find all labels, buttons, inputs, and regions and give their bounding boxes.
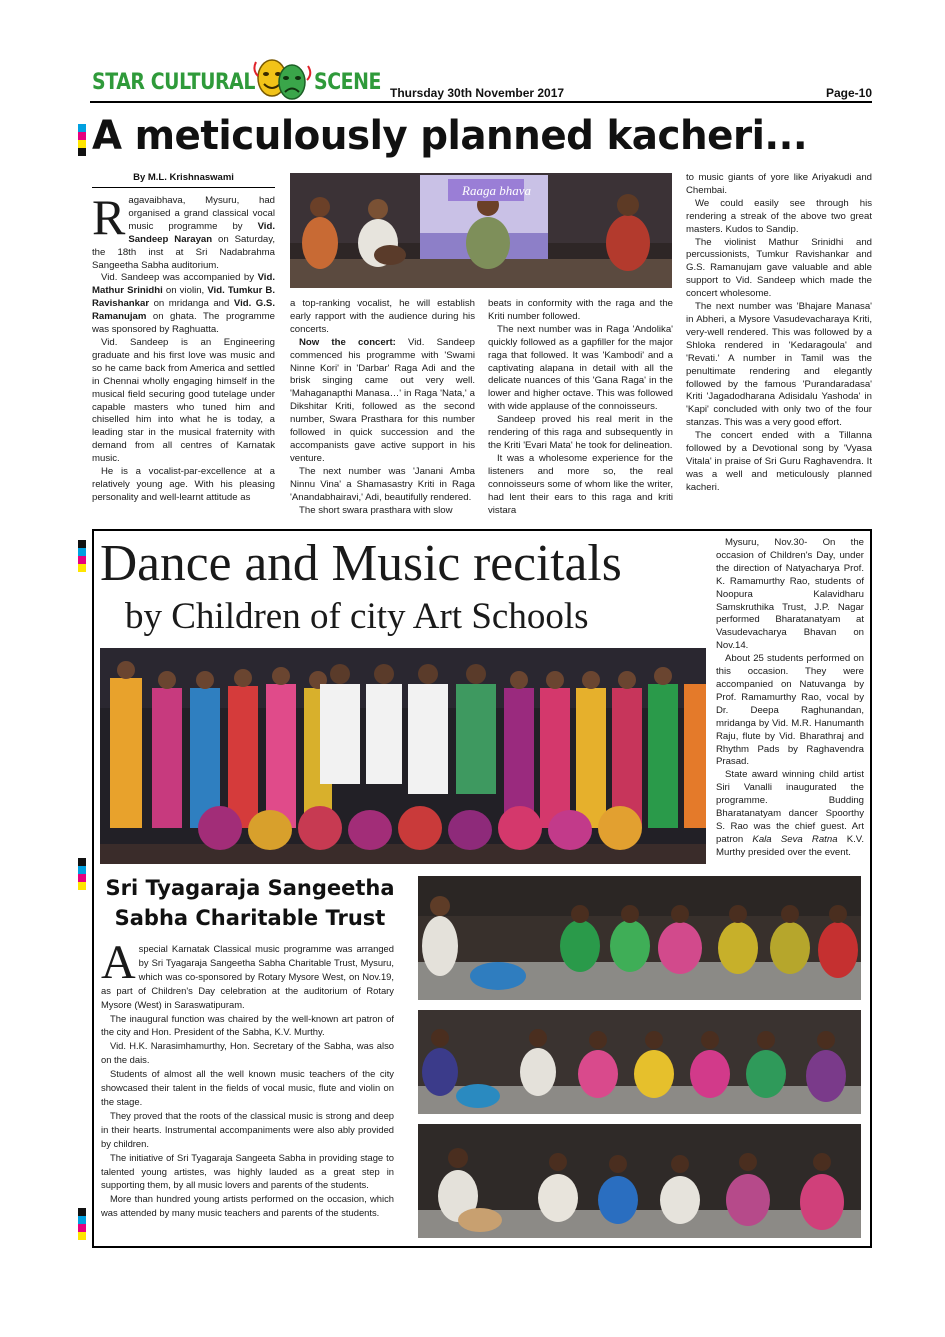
paragraph: The next number was in Raga 'Andolika' quickly followed as a gapfiller for the major raga that followed. It was 'Kambodi' and a captivating alapana in detail with all the delicate nuances of this 'Gana Raga' in the lower and higher octave. This was followed with wide applause of the connoisseurs. [488, 323, 673, 413]
paragraph-text: Vid. Sandeep was accompanied by [101, 272, 258, 284]
paragraph-text: on mridanga and [149, 298, 234, 310]
theatre-masks-icon [250, 56, 314, 104]
paragraph: The inaugural function was chaired by the well-known art patron of the city and Hon. President of the Sabha, K.V. Murthy. [101, 1012, 394, 1038]
paragraph: Sandeep proved his real merit in the rendering of this raga and subsequently in the Kriti 'Evari Mata' he took for delineation. [488, 414, 673, 451]
section-brand-right: SCENE [314, 70, 382, 95]
title-italic: Kala Seva Ratna [752, 833, 838, 845]
sabha-article-body [101, 936, 394, 1220]
byline-rule [92, 187, 275, 188]
paragraph: About 25 students performed on this occasion. They were accompanied on Natuvanga by Prof. Ramamurthy Rao, vocal by Dr. Deepa Raghunandan, mridanga by Vid. M.R. Hanumanth Raju, flute by Vid. Bharathraj and Rhythm Pads by Raghavendra Prasad. [716, 653, 864, 768]
paragraph: a top-ranking vocalist, he will establish early rapport with the audience during his concerts. [290, 298, 475, 335]
paragraph: The concert ended with a Tillanna followed by a Devotional song by 'Vyasa Vitala' in praise of Sri Guru Raghavendra. It was a well and meticulously planned kacheri. [686, 430, 872, 493]
registration-marks [78, 540, 86, 572]
article-column-4 [686, 172, 872, 495]
artist-name: Vid. G.S. Ramanujam [92, 298, 275, 323]
registration-marks [78, 124, 86, 156]
drop-cap: A [101, 936, 136, 989]
paragraph: Vid. Sandeep is an Engineering graduate and his first love was music and so he came back from America and settled in Chennai wholly engaging himself in the musical field securing good tutelage under capable masters who tuned him and chiselled him into what he is today, a leading star in the musical fraternity with demand from all centres of Karnatak music. [92, 336, 275, 465]
paragraph-text: State award winning child artist Siri Vanalli inaugurated the programme. Budding Bharatanatyam dancer Spoorthy S. Rao was the chief guest. Art patron [716, 769, 864, 845]
paragraph-text: Vid. Sandeep commenced his programme with 'Swami Ninne Kori' in 'Darbar' Raga Adi and the brisk singing came out very well. 'Mahaganapthi Manasa…' in Raga 'Nata,' a Dikshitar Kriti, followed as the second number, Swara Prasthara for this number followed in quick succession and the accompanists gave active support in his venture. [290, 336, 475, 464]
paragraph-text: agavaibhava, Mysuru, had organised a grand classical vocal music programme by [128, 195, 275, 232]
article-headline: A meticulously planned kacheri... [92, 113, 808, 159]
feature-headline: Dance and Music recitals [100, 535, 622, 592]
paragraph-text: on ghata. The programme was sponsored by Raghuatta. [92, 311, 275, 336]
dance-group-photo [100, 648, 706, 864]
drop-cap: R [92, 189, 126, 245]
article-column-1 [92, 189, 275, 505]
page-number: Page-10 [826, 86, 873, 100]
paragraph: to music giants of yore like Ariyakudi and Chembai. [686, 172, 872, 196]
section-brand-left: STAR CULTURAL [92, 70, 255, 95]
paragraph-text: on violin, [162, 285, 208, 297]
paragraph: The initiative of Sri Tyagaraja Sangeeta Sabha in providing stage to talented young artistes, was highly lauded as a great step in supporting them, by all music lovers and parents of the students. [101, 1151, 394, 1191]
student-concert-photo-1 [418, 876, 861, 1000]
byline: By M.L. Krishnaswami [133, 172, 234, 183]
subhead-lead: Now the concert: [299, 336, 396, 348]
artist-name: Vid. Tumkur B. Ravishankar [92, 285, 275, 310]
paragraph: He is a vocalist-par-excellence at a relatively young age. With his pleasing personality and well-learnt attitude as [92, 466, 275, 503]
paragraph-text: on Saturday, the 18th inst at Sri Nadabrahma Sangeetha Sabha auditorium. [92, 233, 275, 271]
feature-subheadline: by Children of city Art Schools [125, 596, 589, 637]
article-column-3 [488, 298, 673, 517]
article-column-2 [290, 298, 475, 517]
paragraph: The next number was 'Bhajare Manasa' in Abheri, a Mysore Vasudevacharaya Kriti, very-well rendered. This was followed by a Shloka rendered in 'Kedaragoula' and 'Revati.' A number in Tamil was the penultimate rendering and elegantly followed by the famous 'Purandaradasa' Kriti 'Jagadodharana Adisidalu Yashoda' in 'Kapi' concluded with only two of the four stanzas. This was a very good effort. [686, 301, 872, 429]
student-concert-photo-3 [418, 1124, 861, 1238]
artist-name: Vid. Mathur Srinidhi [92, 272, 275, 297]
paragraph: beats in conformity with the raga and the Kriti number followed. [488, 298, 673, 322]
paragraph-text: special Karnatak Classical music programme was arranged by Sri Tyagaraja Sangeetha Sabha Charitable Trust, Mysuru, which was co-sponsored by Rotary Mysore West, on Nov.19, as part of Children's Day celebration at the auditorium of Rotary Mysore (West) in Saraswatipuram. [101, 943, 394, 1010]
paragraph: The short swara prasthara with slow [299, 504, 453, 516]
paragraph: More than hundred young artists performed on the occasion, which was attended by many music teachers and parents of the students. [101, 1193, 394, 1219]
banner-text: Raaga bhava [462, 183, 531, 198]
paragraph-text: K.V. Murthy presided over the event. [716, 833, 864, 858]
sabha-headline-line2: Sabha Charitable Trust [114, 906, 386, 930]
registration-marks [78, 1208, 86, 1240]
paragraph: We could easily see through his rendering a streak of the above two great masters. Kudos to Sandip. [686, 197, 872, 235]
paragraph: Students of almost all the well known music teachers of the city showcased their talent in the fields of vocal music, flute and violin on the stage. [101, 1068, 394, 1107]
registration-marks [78, 858, 86, 890]
masthead-rule [90, 101, 872, 103]
paragraph: They proved that the roots of the classical music is strong and deep in their hearts. Instrumental accompaniments were also ably provided by children. [101, 1109, 394, 1149]
concert-photo [290, 173, 672, 288]
feature-column [716, 537, 864, 860]
paragraph: Mysuru, Nov.30- On the occasion of Children's Day, under the direction of Natyacharya Prof. K. Ramamurthy Rao, students of Noopura Kalavidharu Samskruthika Trust, J.P. Nagar performed Bharatanatyam at Vasudevacharya Bhavan on Nov.14. [716, 537, 864, 652]
paragraph: Vid. H.K. Narasimhamurthy, Hon. Secretary of the Sabha, was also on the dais. [101, 1040, 394, 1066]
paragraph: The violinist Mathur Srinidhi and percussionists, Tumkur Ravishankar and G.S. Ramanujam gave valuable and able support to Vid. Sandeep which made the concert wholesome. [686, 236, 872, 300]
artist-name: Vid. Sandeep Narayan [128, 220, 275, 245]
student-concert-photo-2 [418, 1010, 861, 1114]
paragraph: It was a wholesome experience for the listeners and more so, the real connoisseurs some of whom like the writer, had lent their ears to this raga and kriti vistara [488, 452, 673, 516]
paragraph: The next number was 'Janani Amba Ninnu Vina' a Shamasastry Kriti in Raga 'Anandabhairavi,' Adi, beautifully rendered. [290, 465, 475, 503]
sabha-headline-line1: Sri Tyagaraja Sangeetha [105, 876, 395, 900]
issue-date: Thursday 30th November 2017 [390, 86, 565, 100]
